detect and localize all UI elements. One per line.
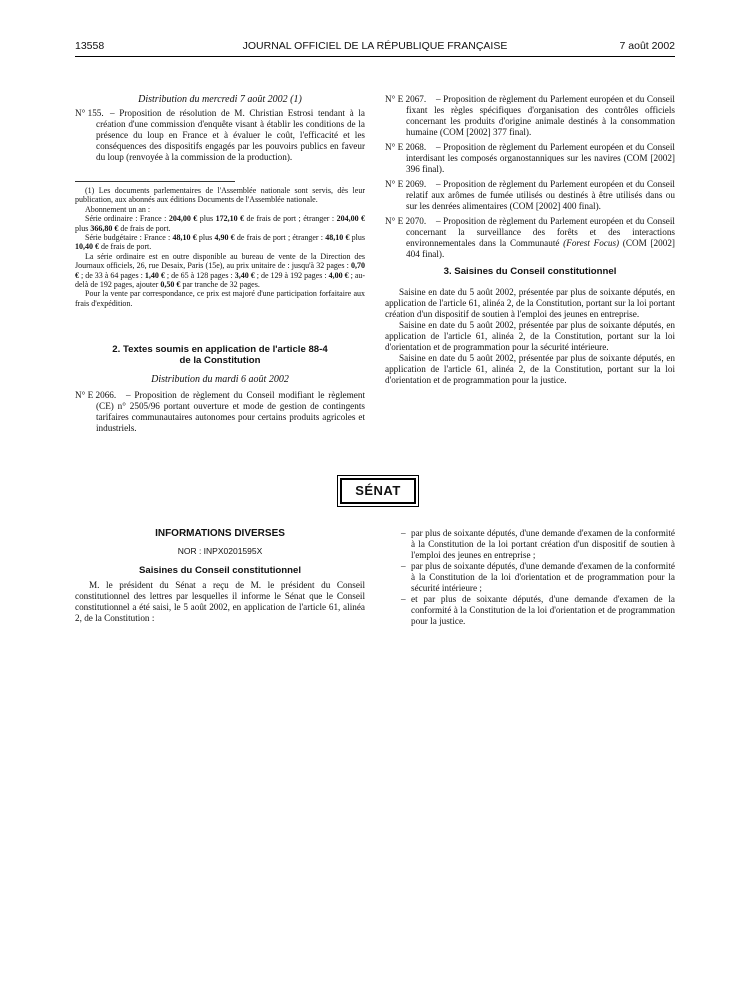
item-text-italic: (Forest Focus) xyxy=(563,238,620,248)
item-number: N° E 2069. xyxy=(385,179,427,189)
item-155-text: – Proposition de résolution de M. Christian Estrosi tendant à la création d'une commission d'enquête visant à établir les conditions de la présence du loup en France et à évaluer le coût, l'efficacité et les conséquences des dispositifs engagés par les pouvoirs publics en faveur du loup (renvoyée à la commission de la production). xyxy=(96,108,365,162)
saisine-2: Saisine en date du 5 août 2002, présentée par plus de soixante députés, en application de l'article 61, alinéa 2, de la Constitution, portant sur la loi d'orientation et de programmation pour la sécurité intérieure. xyxy=(385,320,675,352)
item-text: – Proposition de règlement du Parlement européen et du Conseil relatif aux arômes de fumée utilisés ou destinés à être utilisés dans ou sur les denrées alimentaires (COM [2002] 400 final). xyxy=(406,179,675,211)
footnote-p3: Série ordinaire : France : 204,00 € plus 172,10 € de frais de port ; étranger : 204,00 € plus 366,80 € de frais de port. xyxy=(75,214,366,233)
item-number: N° E 2070. xyxy=(385,216,427,226)
nor-reference: NOR : INPX0201595X xyxy=(177,546,263,556)
item-155-number: N° 155. xyxy=(75,108,104,118)
item-e2066 xyxy=(75,390,365,434)
saisine-1: Saisine en date du 5 août 2002, présentée par plus de soixante députés, en application de l'article 61, alinéa 2, de la Constitution, portant sur la loi portant création d'un dispositif de soutien à l'emploi des jeunes en entreprise. xyxy=(385,287,675,319)
senat-left-column xyxy=(75,528,365,624)
section-2-title-line2: de la Constitution xyxy=(179,355,261,366)
footnote-p2: Abonnement un an : xyxy=(85,204,151,214)
issue-date: 7 août 2002 xyxy=(619,40,675,52)
distribution-heading: Distribution du mercredi 7 août 2002 (1) xyxy=(138,94,302,105)
senat-bullet-3: – et par plus de soixante députés, d'une demande d'examen de la conformité à la Constitution de la loi d'orientation et de programmation pour la justice. xyxy=(401,594,675,626)
senat-right-column xyxy=(385,528,675,627)
item-text: – Proposition de règlement du Conseil modifiant le règlement (CE) n° 2505/96 portant ouverture et mode de gestion de contingents tarifaires communautaires autonomes pour certains produits agricoles et industriels. xyxy=(96,390,365,433)
footnote-rule xyxy=(75,181,235,182)
item-number: N° E 2068. xyxy=(385,142,427,152)
item-e2067 xyxy=(385,94,675,138)
section-2-distribution: Distribution du mardi 6 août 2002 xyxy=(151,374,289,385)
header-rule xyxy=(75,56,675,57)
senat-bullet-1: – par plus de soixante députés, d'une demande d'examen de la conformité à la Constitution de la loi portant création d'un dispositif de soutien à l'emploi des jeunes en entreprise ; xyxy=(401,528,675,560)
section-2-title-line1: 2. Textes soumis en application de l'article 88-4 xyxy=(112,344,328,355)
item-155-block xyxy=(75,108,365,163)
item-text: – Proposition de règlement du Parlement européen et du Conseil fixant les règles spécifiques d'organisation des contrôles officiels concernant les produits d'origine animale destinés à la consommation humaine (COM [2002] 377 final). xyxy=(406,94,675,137)
item-number: N° E 2067. xyxy=(385,94,427,104)
saisine-3: Saisine en date du 5 août 2002, présentée par plus de soixante députés, en application de l'article 61, alinéa 2, de la Constitution, portant sur la loi d'orientation et de programmation pour la justice. xyxy=(385,353,675,385)
item-e2069 xyxy=(385,179,675,212)
senat-intro: M. le président du Sénat a reçu de M. le président du Conseil constitutionnel des lettres par lesquelles il informe le Sénat que le Conseil constitutionnel a été saisi, le 5 août 2002, en application de l'article 61, alinéa 2, de la Constitution : xyxy=(75,580,365,623)
item-text: – Proposition de règlement du Parlement européen et du Conseil interdisant les composés organostanniques sur les navires (COM [2002] 396 final). xyxy=(406,142,675,174)
footnote-p4: Série budgétaire : France : 48,10 € plus 4,90 € de frais de port ; étranger : 48,10 € plus 10,40 € de frais de port. xyxy=(75,233,366,252)
left-column-top xyxy=(75,94,365,108)
senat-heading-box: SÉNAT xyxy=(340,478,416,504)
item-text-end: (COM [2002] 404 final). xyxy=(406,238,675,259)
journal-title: JOURNAL OFFICIEL DE LA RÉPUBLIQUE FRANÇAISE xyxy=(242,40,508,52)
dash-icon: – xyxy=(401,528,406,538)
dash-icon: – xyxy=(401,594,406,604)
saisines-title: Saisines du Conseil constitutionnel xyxy=(138,565,302,576)
item-text: – Proposition de règlement du Parlement européen et du Conseil concernant la surveillance des forêts et des interactions environnementales dans la Communauté xyxy=(406,216,675,248)
footnote xyxy=(75,181,365,308)
section-2 xyxy=(75,344,365,434)
footnote-p1: (1) Les documents parlementaires de l'Assemblée nationale sont servis, dès leur publication, aux abonnés aux éditions Documents de l'Assemblée nationale. xyxy=(75,186,365,205)
senat-bullet-2: – par plus de soixante députés, d'une demande d'examen de la conformité à la Constitution de la loi d'orientation et de programmation pour la sécurité intérieure ; xyxy=(401,561,675,593)
right-column-top xyxy=(385,94,675,386)
dash-icon: – xyxy=(401,561,406,571)
section-3-title: 3. Saisines du Conseil constitutionnel xyxy=(443,266,617,277)
page-number: 13558 xyxy=(75,40,105,52)
item-e2068 xyxy=(385,142,675,175)
page-header xyxy=(75,40,675,56)
item-e2070 xyxy=(385,216,675,260)
footnote-p5: La série ordinaire est en outre disponible au bureau de vente de la Direction des Journaux officiels, 26, rue Desaix, Paris (15e), au prix unitaire de : jusqu'à 32 pages : 0,70 € ; de 33 à 64 pages : 1,40 € ; de 65 à 128 pages : 3,40 € ; de 129 à 192 pages : 4,00 € ; au-delà de 192 pages, ajouter 0,50 € par tranche de 32 pages. xyxy=(75,251,366,290)
item-number: N° E 2066. xyxy=(75,390,117,400)
footnote-p6: Pour la vente par correspondance, ce prix est majoré d'une participation forfaitaire aux frais d'expédition. xyxy=(75,289,365,308)
informations-diverses-title: INFORMATIONS DIVERSES xyxy=(155,528,285,539)
